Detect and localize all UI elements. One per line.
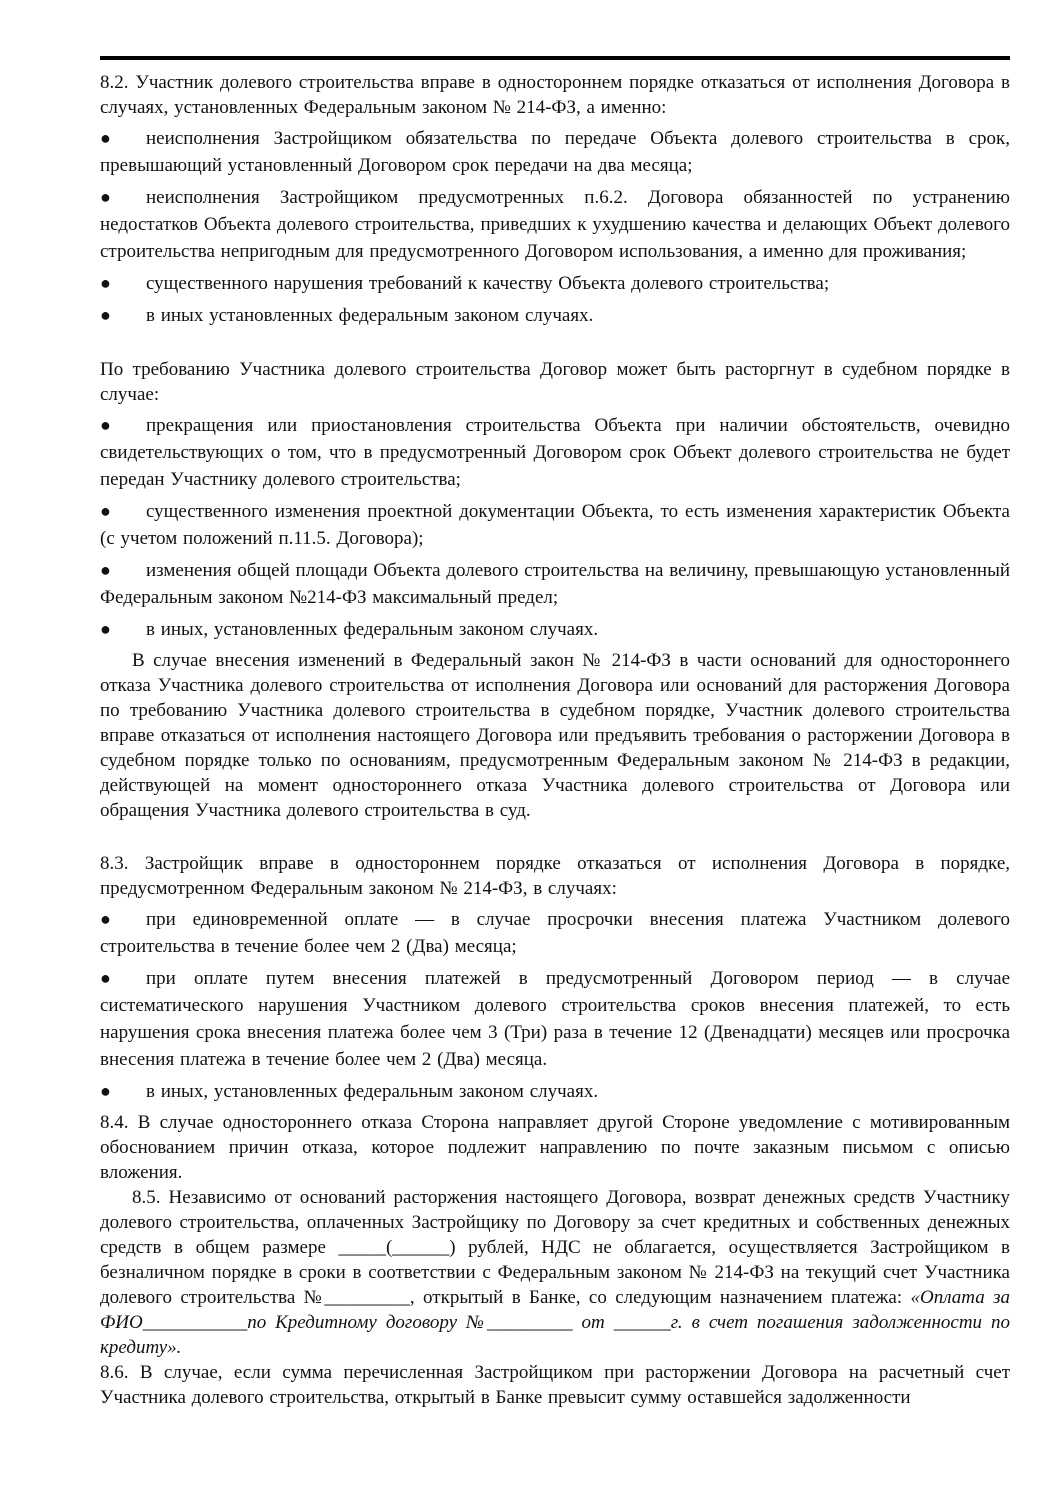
paragraph-8-4: 8.4. В случае одностороннего отказа Сторона направляет другой Стороне уведомление с мотивированным обоснованием причин отказа, которое подлежит направлению по почте заказным письмом с описью вложения. (100, 1112, 1010, 1183)
bullet-item-other-cases-2 (100, 616, 1010, 643)
bullet-icon: ● (100, 501, 111, 521)
bullet-item-lump-sum-payment (100, 906, 1010, 960)
top-horizontal-rule (100, 56, 1010, 60)
bullet-icon: ● (100, 619, 111, 639)
bullet-item-quality-violation (100, 270, 1010, 297)
bullet-item-nonfulfilment-defects (100, 184, 1010, 265)
paragraph-8-5-normal-text: 8.5. Независимо от оснований расторжения настоящего Договора, возврат денежных средств Участнику долевого строительства, оплаченных Застройщику по Договору за счет кредитных и собственных денежных средств в общем размере _____(______) рублей, НДС не облагается, осуществляется Застройщиком в безналичном порядке в сроки в соответствии с Федеральным законом № 214-ФЗ на текущий счет Участника долевого строительства №_________, открытый в Банке, со следующим назначением платежа: (100, 1187, 1010, 1308)
bullet-icon: ● (100, 560, 111, 580)
paragraph-8-5 (100, 1185, 1010, 1360)
paragraph-8-6: 8.6. В случае, если сумма перечисленная Застройщиком при расторжении Договора на расчетный счет Участника долевого строительства, открытый в Банке превысит сумму оставшейся задолженности (100, 1362, 1010, 1408)
bullet-text: при оплате путем внесения платежей в предусмотренный Договором период — в случае систематического нарушения Участником долевого строительства сроков внесения платежей, то есть нарушения срока внесения платежа более чем 3 (Три) раза в течение 12 (Двенадцати) месяцев или просрочка внесения платежа в течение более чем 2 (Два) месяца. (100, 968, 1010, 1070)
bullet-item-project-docs-change (100, 498, 1010, 552)
bullet-icon: ● (100, 187, 111, 207)
bullet-text: существенного изменения проектной документации Объекта, то есть изменения характеристик Объекта (с учетом положений п.11.5. Договора); (100, 501, 1010, 549)
bullet-icon: ● (100, 305, 111, 325)
bullet-item-other-cases-3 (100, 1078, 1010, 1105)
bullet-item-area-change (100, 557, 1010, 611)
bullet-item-construction-stop (100, 412, 1010, 493)
bullet-text: в иных, установленных федеральным законом случаях. (146, 1081, 599, 1102)
bullet-icon: ● (100, 128, 111, 148)
bullet-text: при единовременной оплате — в случае просрочки внесения платежа Участником долевого строительства в течение более чем 2 (Два) месяца; (100, 909, 1010, 957)
bullet-icon: ● (100, 415, 111, 435)
paragraph-court-termination: По требованию Участника долевого строительства Договор может быть расторгнут в судебном порядке в случае: (100, 359, 1010, 405)
bullet-icon: ● (100, 909, 111, 929)
bullet-item-nonfulfilment-transfer (100, 125, 1010, 179)
paragraph-law-change: В случае внесения изменений в Федеральный закон № 214-ФЗ в части оснований для одностороннего отказа Участника долевого строительства от исполнения Договора или оснований для расторжения Договора по требованию Участника долевого строительства в судебном порядке, Участник долевого строительства вправе отказаться от исполнения настоящего Договора или предъявить требования о расторжении Договора в судебном порядке только по основаниям, предусмотренным Федеральным законом № 214-ФЗ в редакции, действующей на момент одностороннего отказа Участника долевого строительства от Договора или обращения Участника долевого строительства в суд. (100, 650, 1010, 821)
paragraph-8-2: 8.2. Участник долевого строительства вправе в одностороннем порядке отказаться от исполнения Договора в случаях, установленных Федеральным законом № 214-ФЗ, а именно: (100, 72, 1010, 118)
bullet-text: в иных установленных федеральным законом случаях. (146, 305, 594, 326)
bullet-item-installment-payment (100, 965, 1010, 1073)
bullet-text: неисполнения Застройщиком предусмотренных п.6.2. Договора обязанностей по устранению недостатков Объекта долевого строительства, приведших к ухудшению качества и делающих Объект долевого строительства непригодным для предусмотренного Договором использования, а именно для проживания; (100, 187, 1010, 262)
bullet-icon: ● (100, 1081, 111, 1101)
bullet-text: изменения общей площади Объекта долевого строительства на величину, превышающую установленный Федеральным законом №214-ФЗ максимальный предел; (100, 560, 1010, 608)
paragraph-8-5-payment-purpose-italic: «Оплата за ФИО___________по Кредитному договору №_________ от ______г. в счет погашения задолженности по кредиту». (100, 1287, 1010, 1358)
bullet-item-other-cases-1 (100, 302, 1010, 329)
bullet-text: прекращения или приостановления строительства Объекта при наличии обстоятельств, очевидно свидетельствующих о том, что в предусмотренный Договором срок Объект долевого строительства не будет передан Участнику долевого строительства; (100, 415, 1010, 490)
bullet-text: существенного нарушения требований к качеству Объекта долевого строительства; (146, 273, 830, 294)
bullet-icon: ● (100, 273, 111, 293)
bullet-icon: ● (100, 968, 111, 988)
bullet-text: неисполнения Застройщиком обязательства по передаче Объекта долевого строительства в срок, превышающий установленный Договором срок передачи на два месяца; (100, 128, 1010, 176)
paragraph-8-3: 8.3. Застройщик вправе в одностороннем порядке отказаться от исполнения Договора в порядке, предусмотренном Федеральным законом № 214-ФЗ, в случаях: (100, 853, 1010, 899)
bullet-text: в иных, установленных федеральным законом случаях. (146, 619, 599, 640)
